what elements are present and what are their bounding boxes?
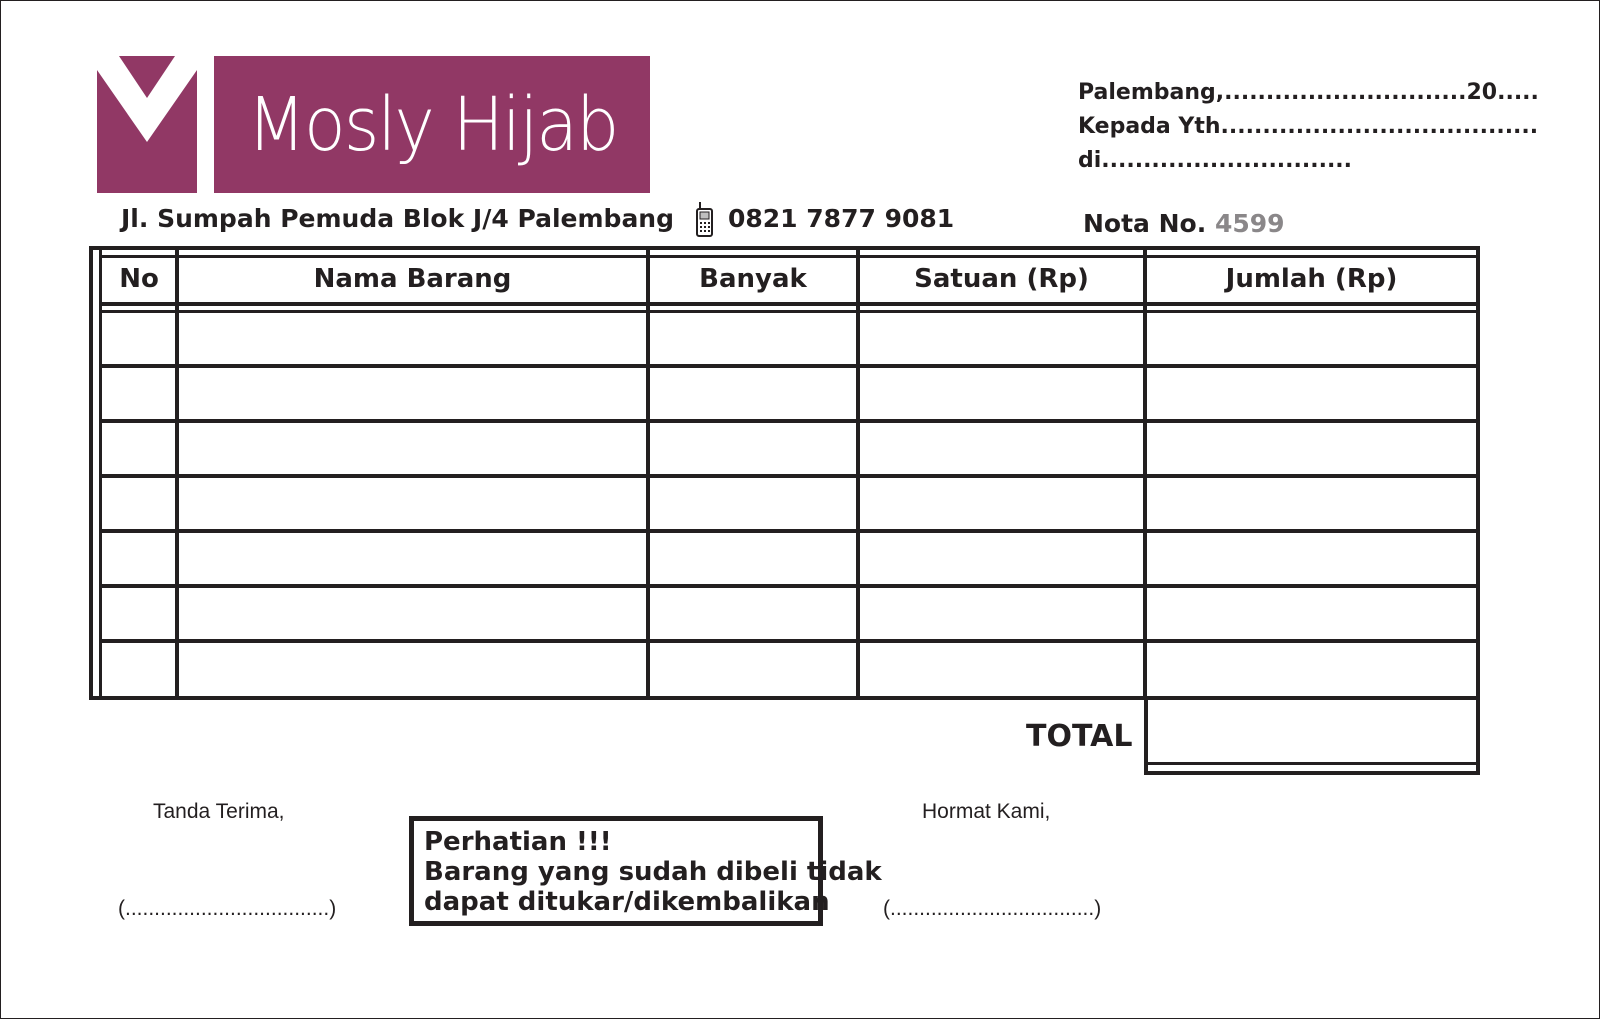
invoice-number-label: Nota No. xyxy=(1083,209,1207,238)
column-divider xyxy=(175,250,179,696)
store-address: Jl. Sumpah Pemuda Blok J/4 Palembang xyxy=(121,204,675,233)
total-box-double-line xyxy=(1148,762,1476,765)
sender-signature-label: Hormat Kami, xyxy=(922,800,1051,823)
table-row xyxy=(99,529,1476,533)
store-phone: 0821 7877 9081 xyxy=(728,204,955,233)
notice-line: Barang yang sudah dibeli tidak xyxy=(424,857,882,887)
recipient-address-line: di.............................. xyxy=(1078,148,1353,173)
table-row xyxy=(99,584,1476,588)
total-label: TOTAL xyxy=(1026,719,1133,754)
store-logo xyxy=(214,56,650,193)
column-header-amount: Jumlah (Rp) xyxy=(1225,264,1398,294)
table-row xyxy=(99,474,1476,478)
header-divider xyxy=(99,310,1476,313)
table-row xyxy=(99,639,1476,643)
column-divider xyxy=(856,250,860,696)
column-header-quantity: Banyak xyxy=(699,264,807,294)
column-header-item-name: Nama Barang xyxy=(313,264,512,294)
invoice-number xyxy=(1083,209,1285,238)
column-header-unit-price: Satuan (Rp) xyxy=(914,264,1089,294)
header-divider xyxy=(99,302,1476,306)
sender-signature-line: (...................................) xyxy=(883,897,1102,920)
table-inner-top-border xyxy=(99,255,1476,258)
place-date-line: Palembang,.............................20..... xyxy=(1078,80,1539,105)
column-divider xyxy=(646,250,650,696)
mobile-phone-icon xyxy=(695,202,715,238)
table-row xyxy=(99,419,1476,423)
m-logo-icon xyxy=(97,56,197,193)
notice-box xyxy=(409,816,882,926)
receiver-signature-line: (...................................) xyxy=(118,897,337,920)
table-row xyxy=(99,364,1476,368)
invoice-number-value: 4599 xyxy=(1214,209,1285,238)
total-value-box xyxy=(1144,698,1480,775)
column-header-no: No xyxy=(119,264,159,294)
recipient-line: Kepada Yth...................................... xyxy=(1078,114,1539,139)
receiver-signature-label: Tanda Terima, xyxy=(153,800,285,823)
table-inner-border xyxy=(99,250,102,696)
items-table xyxy=(89,246,1480,700)
notice-line: dapat ditukar/dikembalikan xyxy=(424,887,830,917)
notice-title: Perhatian !!! xyxy=(424,827,612,857)
store-name: Mosly Hijab xyxy=(246,81,618,168)
column-divider xyxy=(1143,250,1147,696)
recipient-block xyxy=(1078,76,1539,178)
